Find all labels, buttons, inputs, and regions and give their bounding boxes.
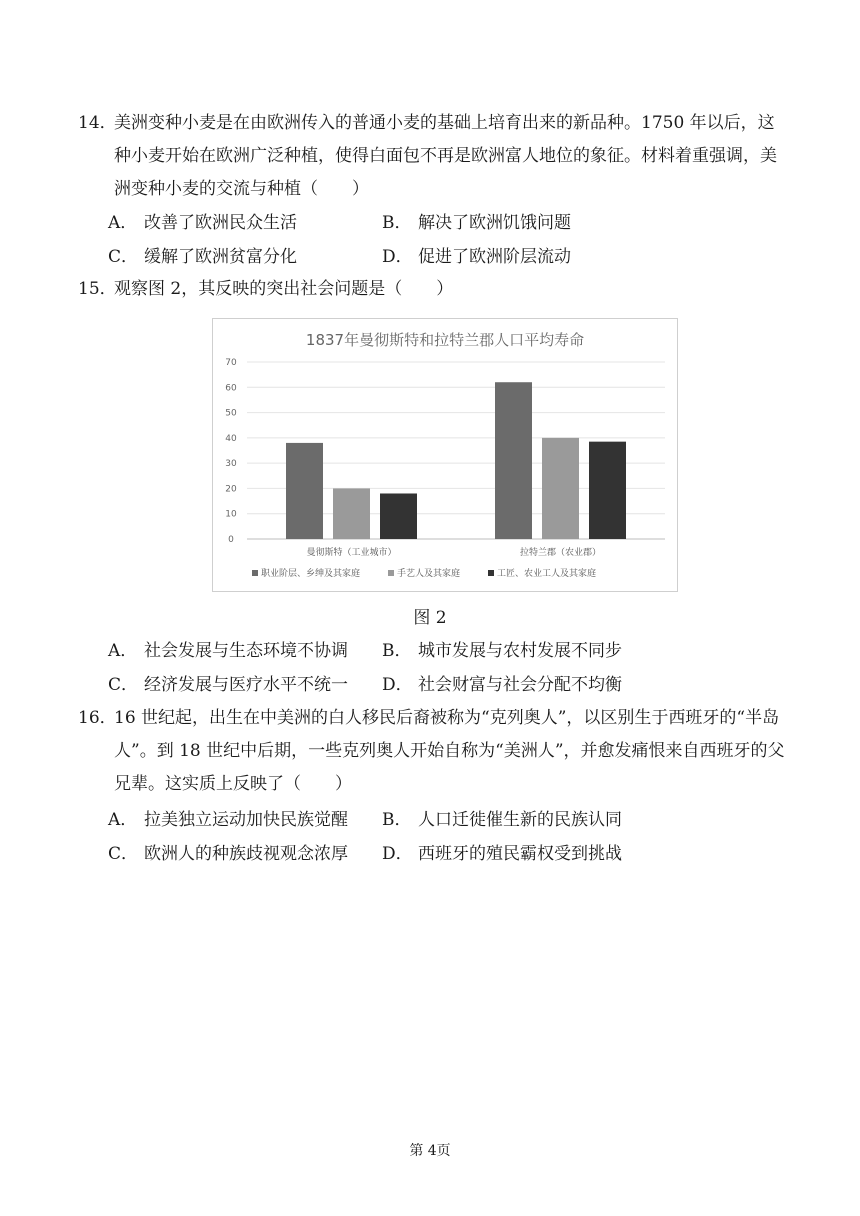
y-axis-ticks [225,358,237,545]
bar [495,382,532,539]
option-c[interactable]: C． 经济发展与医疗水平不统一 [108,675,348,695]
question-16-options [108,803,748,871]
question-15-options [108,634,748,702]
legend-swatch [388,570,394,576]
bar-chart [212,318,678,592]
x-tick-label: 曼彻斯特（工业城市） [306,548,397,558]
option-d[interactable]: D． 社会财富与社会分配不均衡 [382,675,622,695]
option-b[interactable]: B． 城市发展与农村发展不同步 [382,641,622,661]
option-a[interactable]: A． 拉美独立运动加快民族觉醒 [108,810,348,830]
option-d[interactable]: D． 西班牙的殖民霸权受到挑战 [382,844,622,864]
question-14-options [108,206,748,274]
option-row [108,668,748,702]
option-c[interactable]: C． 缓解了欧洲贫富分化 [108,247,297,267]
legend-swatch [488,570,494,576]
question-16 [78,702,790,801]
legend-swatch [252,570,258,576]
y-tick-label: 50 [225,408,237,419]
option-row [108,240,748,274]
question-15 [78,273,790,306]
bar [286,443,323,539]
y-tick-label: 10 [225,509,237,520]
bar [542,438,579,539]
option-row [108,206,748,240]
y-tick-label: 20 [225,484,237,495]
option-row [108,837,748,871]
bar [589,442,626,539]
option-row [108,803,748,837]
figure-caption: 图 2 [413,608,447,628]
legend-label: 手艺人及其家庭 [397,569,461,579]
chart-svg [213,319,677,591]
question-number: 14． [78,113,117,133]
option-row [108,634,748,668]
chart-legend [252,567,596,579]
question-text: 观察图 2，其反映的突出社会问题是（ ） [114,279,454,299]
option-a[interactable]: A． 社会发展与生态环境不协调 [108,641,348,661]
question-number: 15． [78,279,117,299]
question-text: 16 世纪起，出生在中美洲的白人移民后裔被称为“克列奥人”，以区别生于西班牙的“半岛人”。到 18 世纪中后期，一些克列奥人开始自称为“美洲人”，并愈发痛恨来自西班牙的父兄辈。这实质上反映了（ ） [114,708,785,794]
y-tick-label: 60 [225,383,237,394]
page-number: 第 4页 [409,1143,451,1159]
question-14 [78,107,790,206]
chart-bars [286,382,626,539]
bar [333,488,370,539]
bar [380,493,417,539]
chart-title: 1837年曼彻斯特和拉特兰郡人口平均寿命 [305,331,585,349]
y-tick-label: 30 [225,459,237,470]
x-tick-label: 拉特兰郡（农业郡） [519,548,602,558]
question-number: 16． [78,708,117,728]
option-c[interactable]: C． 欧洲人的种族歧视观念浓厚 [108,844,348,864]
legend-label: 工匠、农业工人及其家庭 [497,569,597,579]
option-b[interactable]: B． 解决了欧洲饥饿问题 [382,213,571,233]
question-text: 美洲变种小麦是在由欧洲传入的普通小麦的基础上培育出来的新品种。1750 年以后，这种小麦开始在欧洲广泛种植，使得白面包不再是欧洲富人地位的象征。材料着重强调，美洲变种小麦的交流与种植（ ） [114,113,777,199]
y-tick-label: 70 [225,358,237,368]
x-axis-labels [306,546,601,558]
option-d[interactable]: D． 促进了欧洲阶层流动 [382,247,571,267]
option-a[interactable]: A． 改善了欧洲民众生活 [108,213,297,233]
option-b[interactable]: B． 人口迁徙催生新的民族认同 [382,810,622,830]
y-tick-label: 0 [228,535,234,545]
y-tick-label: 40 [225,433,237,444]
legend-label: 职业阶层、乡绅及其家庭 [261,569,361,579]
